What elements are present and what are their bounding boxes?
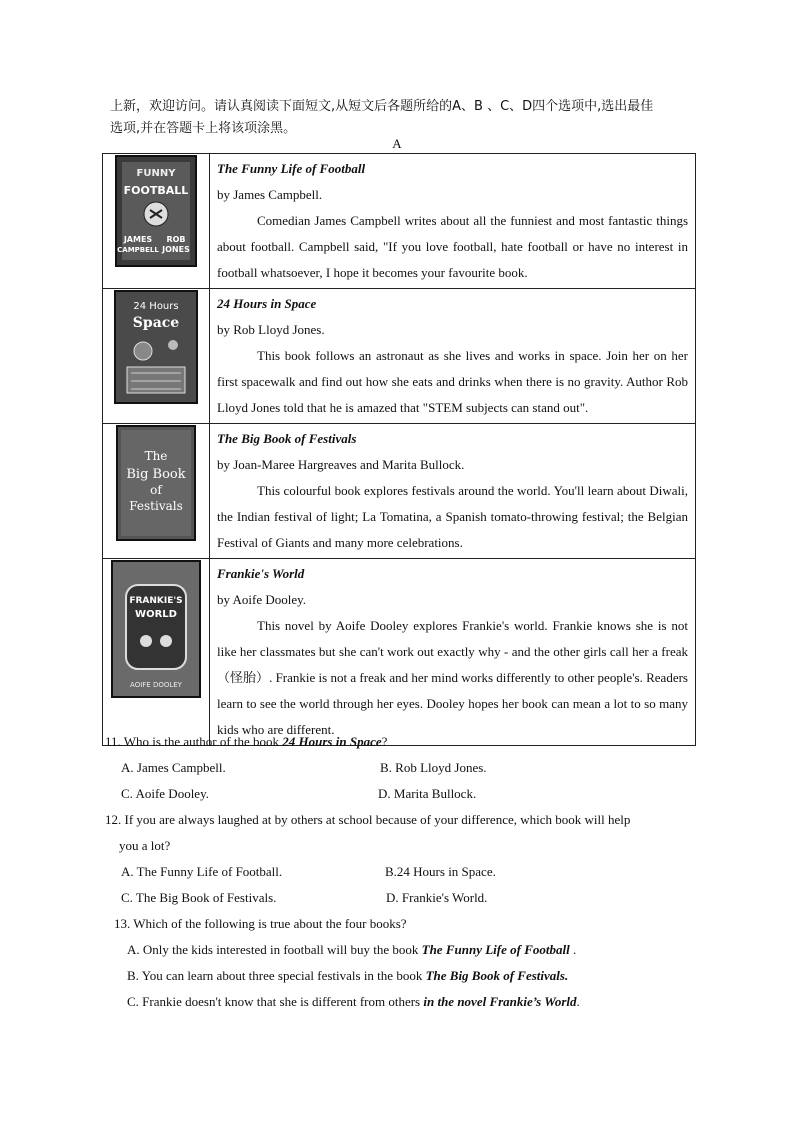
book-author: by Rob Lloyd Jones. — [217, 322, 325, 337]
book-cover-cell — [103, 289, 210, 424]
option-12-d[interactable]: D. Frankie's World. — [386, 890, 488, 905]
svg-text:JAMES: JAMES — [123, 235, 153, 244]
book-blurb: This novel by Aoife Dooley explores Frankie's world. Frankie knows she is not like her classmates but she can't work out exactly why - and the other girls call her a freak（怪胎）. Frankie is not a freak and her mind works differently to other people's. Readers learn to see the world through her eyes. Dooley hopes her book can mean a lot to so many kids who are different. — [217, 618, 688, 737]
space-book-cover-icon — [113, 289, 199, 405]
book-author: by Joan-Maree Hargreaves and Marita Bullock. — [217, 457, 465, 472]
svg-text:AOIFE DOOLEY: AOIFE DOOLEY — [130, 681, 182, 689]
svg-text:JONES: JONES — [162, 245, 190, 254]
svg-text:Big Book: Big Book — [126, 467, 186, 482]
book-description-cell — [210, 424, 696, 559]
question-11-stem — [105, 734, 387, 750]
book-title: The Big Book of Festivals — [217, 431, 357, 446]
option-13-a-text: A. Only the kids interested in football will buy the book — [127, 942, 422, 957]
option-13-a[interactable] — [127, 942, 576, 958]
book-title: 24 Hours in Space — [217, 296, 317, 311]
book-description-cell — [210, 289, 696, 424]
svg-text:24 Hours: 24 Hours — [133, 301, 179, 312]
book-blurb: Comedian James Campbell writes about all the funniest and most fantastic things about football. Campbell said, "If you love football, hate football or have no interest in football whatsoever, I hope it becomes your favourite book. — [217, 213, 688, 280]
svg-text:Space: Space — [132, 315, 180, 331]
svg-text:FUNNY: FUNNY — [136, 168, 176, 179]
section-letter: A — [392, 136, 402, 151]
instructions-line-2: 选项,并在答题卡上将该项涂黑。 — [110, 121, 297, 136]
book-row — [103, 424, 696, 559]
question-13-stem: 13. Which of the following is true about the four books? — [114, 916, 407, 931]
question-11-book-title: 24 Hours in Space — [282, 734, 382, 749]
svg-text:FOOTBALL: FOOTBALL — [123, 184, 189, 197]
svg-text:WORLD: WORLD — [135, 609, 177, 620]
option-13-b-text: B. You can learn about three special festivals in the book — [127, 968, 426, 983]
option-13-c[interactable] — [127, 994, 580, 1010]
option-13-a-book-title: The Funny Life of Football — [421, 942, 570, 957]
book-author: by James Campbell. — [217, 187, 323, 202]
book-description-cell — [210, 559, 696, 746]
instructions-line-1: 上新，欢迎访问。请认真阅读下面短文,从短文后各题所给的A、B 、C、D四个选项中,选出最佳 — [110, 99, 654, 114]
svg-text:ROB: ROB — [166, 235, 186, 244]
option-12-a[interactable]: A. The Funny Life of Football. — [121, 864, 283, 879]
svg-text:of: of — [150, 483, 162, 497]
option-11-b[interactable]: B. Rob Lloyd Jones. — [380, 760, 487, 775]
option-11-c[interactable]: C. Aoife Dooley. — [121, 786, 209, 801]
svg-text:Festivals: Festivals — [129, 499, 183, 513]
question-12-stem-line-2: you a lot? — [119, 838, 171, 853]
book-table — [102, 153, 696, 746]
svg-text:The: The — [144, 449, 168, 463]
option-11-a[interactable]: A. James Campbell. — [121, 760, 226, 775]
book-cover-cell — [103, 424, 210, 559]
option-13-c-text: C. Frankie doesn't know that she is different from others — [127, 994, 424, 1009]
question-11-prefix: 11. Who is the author of the book — [105, 734, 283, 749]
question-11-suffix: ? — [381, 734, 388, 749]
book-description-cell — [210, 154, 696, 289]
option-11-d[interactable]: D. Marita Bullock. — [378, 786, 477, 801]
book-blurb: This colourful book explores festivals around the world. You'll learn about Diwali, the Indian festival of light; La Tomatina, a Spanish tomato-throwing festival; the Belgian Festival of Giants and many more celebrations. — [217, 483, 688, 550]
frankie-book-cover-icon — [110, 559, 202, 699]
question-12-stem-line-1: 12. If you are always laughed at by others at school because of your difference, which book will help — [105, 812, 631, 827]
book-row — [103, 154, 696, 289]
svg-text:FRANKIE'S: FRANKIE'S — [129, 596, 183, 606]
book-author: by Aoife Dooley. — [217, 592, 307, 607]
book-title: Frankie's World — [217, 566, 305, 581]
book-row — [103, 559, 696, 746]
book-row — [103, 289, 696, 424]
option-12-b[interactable]: B.24 Hours in Space. — [385, 864, 496, 879]
book-cover-cell — [103, 559, 210, 746]
instructions — [110, 96, 700, 140]
festivals-book-cover-icon — [115, 424, 197, 542]
svg-text:CAMPBELL: CAMPBELL — [117, 246, 159, 254]
book-blurb: This book follows an astronaut as she lives and works in space. Join her on her first spacewalk and find out how she eats and drinks when there is no gravity. Author Rob Lloyd Jones told that he is amazed that "STEM subjects can stand out". — [217, 348, 688, 415]
option-13-a-suffix: . — [569, 942, 577, 957]
option-13-c-suffix: . — [576, 994, 580, 1009]
book-title: The Funny Life of Football — [217, 161, 366, 176]
option-13-b[interactable] — [127, 968, 568, 984]
football-book-cover-icon — [114, 154, 198, 268]
book-cover-cell — [103, 154, 210, 289]
option-13-b-book-title: The Big Book of Festivals. — [425, 968, 569, 983]
option-12-c[interactable]: C. The Big Book of Festivals. — [121, 890, 277, 905]
option-13-c-book-title: in the novel Frankie’s World — [423, 994, 577, 1009]
